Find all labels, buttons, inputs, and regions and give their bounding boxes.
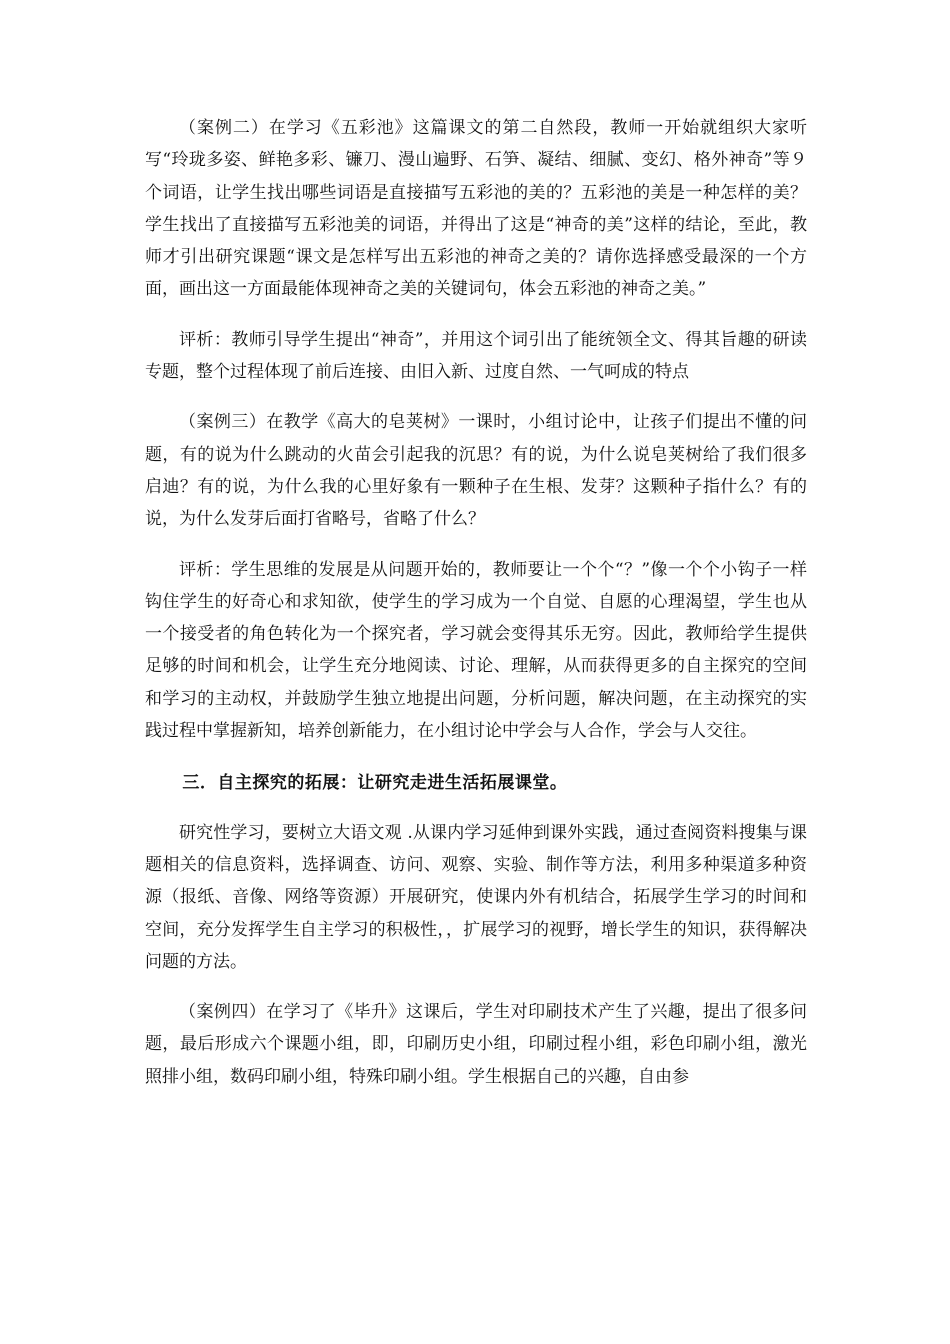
analysis-two-paragraph: 评析：学生思维的发展是从问题开始的，教师要让一个个“？”像一个个小钩子一样钩住学生的好奇心和求知欲，使学生的学习成为一个自觉、自愿的心理渴望，学生也从一个接受者的角色转化为一个探究者，学习就会变得其乐无穷。因此，教师给学生提供足够的时间和机会，让学生充分地阅读、讨论、理解，从而获得更多的自主探究的空间和学习的主动权，并鼓励学生独立地提出问题，分析问题，解决问题，在主动探究的实践过程中掌握新知，培养创新能力，在小组讨论中学会与人合作，学会与人交往。	[145, 559, 807, 742]
section-heading: 三．自主探究的拓展：让研究走进生活拓展课堂。	[182, 773, 568, 794]
case-two-paragraph: （案例二）在学习《五彩池》这篇课文的第二自然段，教师一开始就组织大家听写“玲珑多姿、鲜艳多彩、镰刀、漫山遍野、石笋、凝结、细腻、变幻、格外神奇”等９个词语，让学生找出哪些词语是直接描写五彩池的美的？五彩池的美是一种怎样的美？学生找出了直接描写五彩池美的词语，并得出了这是“神奇的美”这样的结论，至此，教师才引出研究课题“课文是怎样写出五彩池的神奇之美的？请你选择感受最深的一个方面，画出这一方面最能体现神奇之美的关键词句，体会五彩池的神奇之美。”	[145, 118, 807, 300]
case-four-paragraph: （案例四）在学习了《毕升》这课后，学生对印刷技术产生了兴趣，提出了很多问题，最后形成六个课题小组，即，印刷历史小组，印刷过程小组，彩色印刷小组，激光照排小组，数码印刷小组，特殊印刷小组。学生根据自己的兴趣，自由参	[145, 1002, 807, 1087]
analysis-one-paragraph: 评析：教师引导学生提出“神奇”，并用这个词引出了能统领全文、得其旨趣的研读专题，整个过程体现了前后连接、由旧入新、过度自然、一气呵成的特点	[145, 329, 807, 383]
research-learning-paragraph: 研究性学习，要树立大语文观 .从课内学习延伸到课外实践，通过查阅资料搜集与课题相关的信息资料，选择调查、访问、观察、实验、制作等方法，利用多种渠道多种资源（报纸、音像、网络等资源）开展研究，使课内外有机结合，拓展学生学习的时间和空间，充分发挥学生自主学习的积极性，，扩展学习的视野，增长学生的知识，获得解决问题的方法。	[145, 822, 807, 972]
case-three-paragraph: （案例三）在教学《高大的皂荚树》一课时，小组讨论中，让孩子们提出不懂的问题，有的说为什么跳动的火苗会引起我的沉思？有的说，为什么说皂荚树给了我们很多启迪？有的说，为什么我的心里好象有一颗种子在生根、发芽？这颗种子指什么？有的说，为什么发芽后面打省略号，省略了什么？	[145, 412, 807, 530]
document-page	[145, 112, 807, 1093]
